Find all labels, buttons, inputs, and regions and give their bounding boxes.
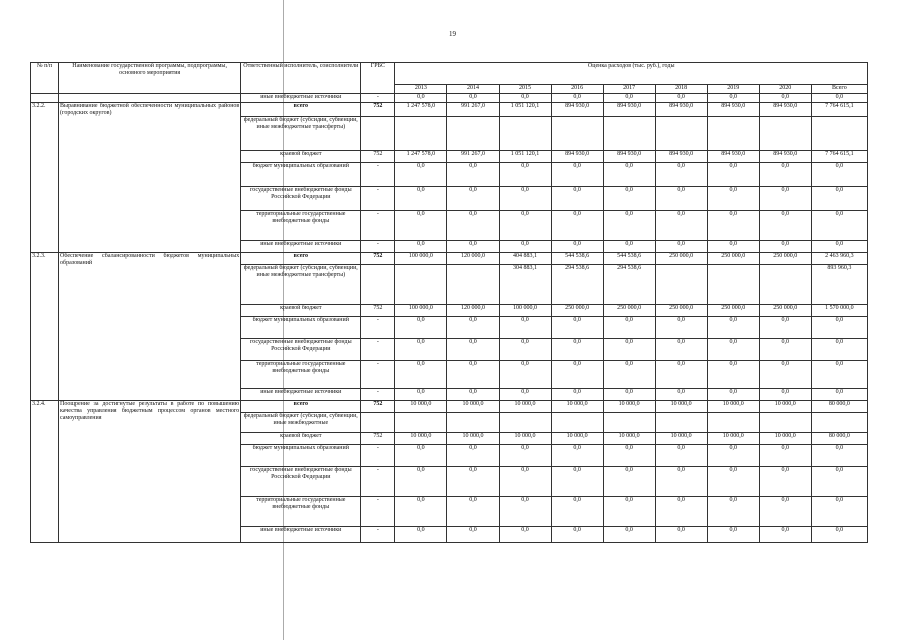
source-cell: федеральный бюджет (субсидии, субвенции, иные межбюджетные трансферты) xyxy=(241,265,361,305)
value-cell xyxy=(759,413,811,433)
header-year: 2018 xyxy=(655,85,707,94)
section-number: 3.2.2. xyxy=(31,103,59,253)
value-cell: 0,0 xyxy=(395,163,447,187)
value-cell: 0,0 xyxy=(551,94,603,103)
value-cell: 0,0 xyxy=(447,527,499,543)
value-cell: 0,0 xyxy=(655,467,707,497)
value-cell: 10 000,0 xyxy=(603,433,655,445)
section-number: 3.2.4. xyxy=(31,401,59,543)
value-cell: 0,0 xyxy=(707,389,759,401)
value-cell: 0,0 xyxy=(759,163,811,187)
value-cell: 0,0 xyxy=(499,94,551,103)
value-cell: 0,0 xyxy=(759,94,811,103)
value-cell xyxy=(759,265,811,305)
value-cell xyxy=(655,413,707,433)
header-row xyxy=(31,63,868,85)
value-cell: 0,0 xyxy=(603,317,655,339)
total-cell: 0,0 xyxy=(811,527,867,543)
grbs-cell: - xyxy=(361,467,395,497)
section-name: Поощрение за достигнутые результаты в работе по повышению качества управления бюджетным процессом органов местного самоуправления xyxy=(59,401,241,543)
value-cell: 0,0 xyxy=(655,241,707,253)
value-cell: 0,0 xyxy=(603,187,655,211)
value-cell xyxy=(707,265,759,305)
value-cell: 1 051 120,1 xyxy=(499,103,551,117)
value-cell xyxy=(707,117,759,151)
source-cell: краевой бюджет xyxy=(241,151,361,163)
value-cell: 0,0 xyxy=(603,467,655,497)
value-cell: 404 883,1 xyxy=(499,253,551,265)
total-cell: 1 570 000,0 xyxy=(811,305,867,317)
source-cell: всего xyxy=(241,103,361,117)
value-cell: 250 000,0 xyxy=(707,253,759,265)
grbs-cell: - xyxy=(361,317,395,339)
source-cell: государственные внебюджетные фонды Российской Федерации xyxy=(241,187,361,211)
value-cell: 0,0 xyxy=(759,445,811,467)
value-cell: 0,0 xyxy=(499,163,551,187)
value-cell: 894 930,0 xyxy=(551,103,603,117)
source-cell: иные внебюджетные источники xyxy=(241,389,361,401)
value-cell xyxy=(603,413,655,433)
value-cell: 0,0 xyxy=(603,527,655,543)
source-cell: государственные внебюджетные фонды Российской Федерации xyxy=(241,339,361,361)
source-cell: бюджет муниципальных образований xyxy=(241,163,361,187)
value-cell: 0,0 xyxy=(655,527,707,543)
value-cell: 100 000,0 xyxy=(395,305,447,317)
value-cell: 10 000,0 xyxy=(499,433,551,445)
value-cell: 10 000,0 xyxy=(499,401,551,413)
total-cell: 0,0 xyxy=(811,317,867,339)
value-cell: 10 000,0 xyxy=(707,433,759,445)
value-cell: 10 000,0 xyxy=(447,433,499,445)
value-cell xyxy=(759,117,811,151)
value-cell: 0,0 xyxy=(707,339,759,361)
section-name: Обеспечение сбалансированности бюджетов муниципальных образований xyxy=(59,253,241,401)
value-cell: 250 000,0 xyxy=(707,305,759,317)
value-cell: 894 930,0 xyxy=(707,103,759,117)
table-row xyxy=(31,253,868,265)
header-grbs: ГРБС xyxy=(361,63,395,94)
value-cell: 0,0 xyxy=(707,497,759,527)
value-cell: 544 538,6 xyxy=(603,253,655,265)
source-cell: краевой бюджет xyxy=(241,433,361,445)
value-cell: 0,0 xyxy=(759,241,811,253)
value-cell: 0,0 xyxy=(447,94,499,103)
value-cell: 0,0 xyxy=(551,163,603,187)
source-cell: иные внебюджетные источники xyxy=(241,527,361,543)
total-cell: 0,0 xyxy=(811,163,867,187)
value-cell: 0,0 xyxy=(603,445,655,467)
value-cell: 250 000,0 xyxy=(759,305,811,317)
section-name: Выравнивание бюджетной обеспеченности муниципальных районов (городских округов) xyxy=(59,103,241,253)
value-cell: 0,0 xyxy=(655,211,707,241)
value-cell: 0,0 xyxy=(759,497,811,527)
header-year: 2013 xyxy=(395,85,447,94)
value-cell: 0,0 xyxy=(395,445,447,467)
table-row xyxy=(31,103,868,117)
value-cell: 10 000,0 xyxy=(759,401,811,413)
source-cell: федеральный бюджет (субсидии, субвенции, иные межбюджетные xyxy=(241,413,361,433)
value-cell: 0,0 xyxy=(655,317,707,339)
value-cell: 0,0 xyxy=(759,467,811,497)
grbs-cell: 752 xyxy=(361,151,395,163)
grbs-cell: 752 xyxy=(361,253,395,265)
value-cell xyxy=(395,265,447,305)
value-cell: 0,0 xyxy=(603,389,655,401)
value-cell: 0,0 xyxy=(551,527,603,543)
value-cell: 0,0 xyxy=(655,497,707,527)
value-cell: 0,0 xyxy=(447,317,499,339)
value-cell xyxy=(551,117,603,151)
value-cell: 0,0 xyxy=(603,361,655,389)
value-cell: 894 930,0 xyxy=(655,151,707,163)
value-cell: 0,0 xyxy=(759,361,811,389)
value-cell: 0,0 xyxy=(447,445,499,467)
value-cell: 10 000,0 xyxy=(603,401,655,413)
value-cell xyxy=(447,117,499,151)
grbs-cell: 752 xyxy=(361,103,395,117)
value-cell: 0,0 xyxy=(655,445,707,467)
value-cell xyxy=(447,413,499,433)
value-cell: 10 000,0 xyxy=(655,401,707,413)
value-cell: 0,0 xyxy=(499,445,551,467)
source-cell: территориальные государственные внебюджетные фонды xyxy=(241,361,361,389)
value-cell: 0,0 xyxy=(603,94,655,103)
value-cell: 0,0 xyxy=(655,94,707,103)
name-cell xyxy=(59,94,241,103)
value-cell: 120 000,0 xyxy=(447,253,499,265)
total-cell: 0,0 xyxy=(811,241,867,253)
value-cell: 894 930,0 xyxy=(551,151,603,163)
value-cell: 0,0 xyxy=(603,211,655,241)
grbs-cell: 752 xyxy=(361,401,395,413)
value-cell: 294 538,6 xyxy=(551,265,603,305)
value-cell: 0,0 xyxy=(395,467,447,497)
value-cell: 0,0 xyxy=(551,389,603,401)
value-cell: 0,0 xyxy=(551,317,603,339)
source-cell: всего xyxy=(241,253,361,265)
value-cell: 894 930,0 xyxy=(603,103,655,117)
value-cell: 0,0 xyxy=(655,389,707,401)
total-cell xyxy=(811,117,867,151)
header-year: 2015 xyxy=(499,85,551,94)
value-cell: 10 000,0 xyxy=(759,433,811,445)
value-cell xyxy=(499,117,551,151)
grbs-cell xyxy=(361,265,395,305)
grbs-cell: - xyxy=(361,187,395,211)
grbs-cell: - xyxy=(361,339,395,361)
grbs-cell: - xyxy=(361,497,395,527)
value-cell: 0,0 xyxy=(551,467,603,497)
value-cell xyxy=(655,117,707,151)
section-number: 3.2.3. xyxy=(31,253,59,401)
total-cell: 80 000,0 xyxy=(811,401,867,413)
value-cell: 0,0 xyxy=(395,94,447,103)
grbs-cell: - xyxy=(361,163,395,187)
total-cell: 0,0 xyxy=(811,187,867,211)
value-cell: 991 267,0 xyxy=(447,103,499,117)
value-cell xyxy=(395,117,447,151)
value-cell: 0,0 xyxy=(707,163,759,187)
value-cell: 0,0 xyxy=(707,211,759,241)
source-cell: краевой бюджет xyxy=(241,305,361,317)
value-cell: 0,0 xyxy=(707,467,759,497)
value-cell: 10 000,0 xyxy=(655,433,707,445)
total-cell xyxy=(811,413,867,433)
total-cell: 7 764 615,1 xyxy=(811,103,867,117)
total-cell: 0,0 xyxy=(811,467,867,497)
page-number: 19 xyxy=(449,30,456,38)
value-cell: 0,0 xyxy=(499,241,551,253)
value-cell: 100 000,0 xyxy=(395,253,447,265)
grbs-cell: - xyxy=(361,241,395,253)
value-cell: 0,0 xyxy=(707,187,759,211)
value-cell: 0,0 xyxy=(707,94,759,103)
value-cell: 0,0 xyxy=(759,527,811,543)
value-cell: 0,0 xyxy=(395,361,447,389)
value-cell: 10 000,0 xyxy=(707,401,759,413)
value-cell xyxy=(551,413,603,433)
value-cell: 0,0 xyxy=(655,339,707,361)
table-row xyxy=(31,94,868,103)
value-cell: 894 930,0 xyxy=(707,151,759,163)
total-cell: 0,0 xyxy=(811,389,867,401)
value-cell: 0,0 xyxy=(447,467,499,497)
source-cell: государственные внебюджетные фонды Российской Федерации xyxy=(241,467,361,497)
value-cell: 100 000,0 xyxy=(499,305,551,317)
value-cell: 0,0 xyxy=(447,211,499,241)
source-cell: бюджет муниципальных образований xyxy=(241,445,361,467)
source-cell: иные внебюджетные источники xyxy=(241,241,361,253)
value-cell: 0,0 xyxy=(499,527,551,543)
value-cell: 0,0 xyxy=(551,241,603,253)
source-cell: территориальные государственные внебюджетные фонды xyxy=(241,211,361,241)
value-cell: 0,0 xyxy=(395,339,447,361)
value-cell: 0,0 xyxy=(759,389,811,401)
source-cell: бюджет муниципальных образований xyxy=(241,317,361,339)
value-cell: 0,0 xyxy=(759,187,811,211)
value-cell: 294 538,6 xyxy=(603,265,655,305)
header-year: 2020 xyxy=(759,85,811,94)
value-cell xyxy=(707,413,759,433)
num-cell xyxy=(31,94,59,103)
value-cell: 0,0 xyxy=(499,497,551,527)
value-cell: 0,0 xyxy=(759,211,811,241)
value-cell: 0,0 xyxy=(499,317,551,339)
value-cell: 0,0 xyxy=(499,339,551,361)
value-cell: 894 930,0 xyxy=(655,103,707,117)
value-cell: 10 000,0 xyxy=(395,433,447,445)
grbs-cell xyxy=(361,117,395,151)
grbs-cell: 752 xyxy=(361,433,395,445)
value-cell: 0,0 xyxy=(499,187,551,211)
value-cell: 0,0 xyxy=(551,339,603,361)
value-cell: 10 000,0 xyxy=(447,401,499,413)
source-cell: всего xyxy=(241,401,361,413)
grbs-cell: - xyxy=(361,445,395,467)
total-cell: 0,0 xyxy=(811,339,867,361)
header-total: Всего xyxy=(811,85,867,94)
value-cell: 10 000,0 xyxy=(551,401,603,413)
grbs-cell: - xyxy=(361,211,395,241)
value-cell: 0,0 xyxy=(551,361,603,389)
table-body xyxy=(31,63,868,543)
value-cell: 0,0 xyxy=(447,361,499,389)
header-name: Наименование государственной программы, подпрограммы, основного мероприятия xyxy=(59,63,241,94)
value-cell: 10 000,0 xyxy=(551,433,603,445)
value-cell: 0,0 xyxy=(707,527,759,543)
value-cell: 250 000,0 xyxy=(655,253,707,265)
header-estimate: Оценка расходов (тыс. руб.), годы xyxy=(395,63,868,85)
value-cell: 0,0 xyxy=(447,339,499,361)
value-cell: 1 247 578,0 xyxy=(395,151,447,163)
value-cell: 0,0 xyxy=(551,445,603,467)
value-cell: 544 538,6 xyxy=(551,253,603,265)
value-cell: 250 000,0 xyxy=(655,305,707,317)
value-cell: 1 051 120,1 xyxy=(499,151,551,163)
value-cell: 0,0 xyxy=(603,339,655,361)
value-cell: 0,0 xyxy=(551,187,603,211)
value-cell xyxy=(655,265,707,305)
total-cell: 2 463 960,3 xyxy=(811,253,867,265)
value-cell: 0,0 xyxy=(395,389,447,401)
header-year: 2019 xyxy=(707,85,759,94)
value-cell: 250 000,0 xyxy=(603,305,655,317)
value-cell: 0,0 xyxy=(395,317,447,339)
value-cell: 894 930,0 xyxy=(759,103,811,117)
total-cell: 0,0 xyxy=(811,211,867,241)
grbs-cell: - xyxy=(361,527,395,543)
grbs-cell: - xyxy=(361,361,395,389)
value-cell: 0,0 xyxy=(655,187,707,211)
value-cell: 0,0 xyxy=(811,94,867,103)
value-cell: 0,0 xyxy=(395,187,447,211)
source-cell: территориальные государственные внебюджетные фонды xyxy=(241,497,361,527)
value-cell: 0,0 xyxy=(655,361,707,389)
value-cell: 991 267,0 xyxy=(447,151,499,163)
header-year: 2017 xyxy=(603,85,655,94)
value-cell: 1 247 578,0 xyxy=(395,103,447,117)
value-cell: 0,0 xyxy=(759,339,811,361)
total-cell: 7 764 615,1 xyxy=(811,151,867,163)
value-cell: 0,0 xyxy=(395,241,447,253)
value-cell: 0,0 xyxy=(499,467,551,497)
header-year: 2014 xyxy=(447,85,499,94)
value-cell: 250 000,0 xyxy=(759,253,811,265)
source-cell: федеральный бюджет (субсидии, субвенции, иные межбюджетные трансферты) xyxy=(241,117,361,151)
value-cell: 0,0 xyxy=(655,163,707,187)
value-cell: 10 000,0 xyxy=(395,401,447,413)
table-row xyxy=(31,401,868,413)
value-cell: 0,0 xyxy=(499,389,551,401)
value-cell: 0,0 xyxy=(707,241,759,253)
value-cell: 0,0 xyxy=(707,317,759,339)
total-cell: 893 960,3 xyxy=(811,265,867,305)
total-cell: 0,0 xyxy=(811,361,867,389)
value-cell: 0,0 xyxy=(395,497,447,527)
grbs-cell xyxy=(361,413,395,433)
total-cell: 0,0 xyxy=(811,497,867,527)
value-cell: 0,0 xyxy=(551,211,603,241)
value-cell: 250 000,0 xyxy=(551,305,603,317)
value-cell: 894 930,0 xyxy=(603,151,655,163)
total-cell: 0,0 xyxy=(811,445,867,467)
header-num: № п/п xyxy=(31,63,59,94)
value-cell: 120 000,0 xyxy=(447,305,499,317)
header-year: 2016 xyxy=(551,85,603,94)
value-cell xyxy=(603,117,655,151)
value-cell: 0,0 xyxy=(603,241,655,253)
value-cell: 0,0 xyxy=(447,187,499,211)
value-cell: 0,0 xyxy=(447,163,499,187)
value-cell: 0,0 xyxy=(603,497,655,527)
value-cell: 0,0 xyxy=(603,163,655,187)
value-cell: 0,0 xyxy=(395,211,447,241)
grbs-cell: 752 xyxy=(361,305,395,317)
value-cell xyxy=(395,413,447,433)
value-cell: 0,0 xyxy=(447,389,499,401)
value-cell: 0,0 xyxy=(759,317,811,339)
grbs-cell: - xyxy=(361,389,395,401)
value-cell xyxy=(499,413,551,433)
grbs-cell: - xyxy=(361,94,395,103)
value-cell xyxy=(447,265,499,305)
value-cell: 0,0 xyxy=(707,445,759,467)
budget-table xyxy=(30,62,868,543)
value-cell: 894 930,0 xyxy=(759,151,811,163)
value-cell: 0,0 xyxy=(499,211,551,241)
value-cell: 0,0 xyxy=(447,497,499,527)
source-cell: иные внебюджетные источники xyxy=(241,94,361,103)
value-cell: 0,0 xyxy=(447,241,499,253)
value-cell: 0,0 xyxy=(499,361,551,389)
value-cell: 0,0 xyxy=(395,527,447,543)
total-cell: 80 000,0 xyxy=(811,433,867,445)
value-cell: 0,0 xyxy=(551,497,603,527)
value-cell: 304 883,1 xyxy=(499,265,551,305)
header-responsible: Ответственный исполнитель, соисполнители xyxy=(241,63,361,94)
value-cell: 0,0 xyxy=(707,361,759,389)
